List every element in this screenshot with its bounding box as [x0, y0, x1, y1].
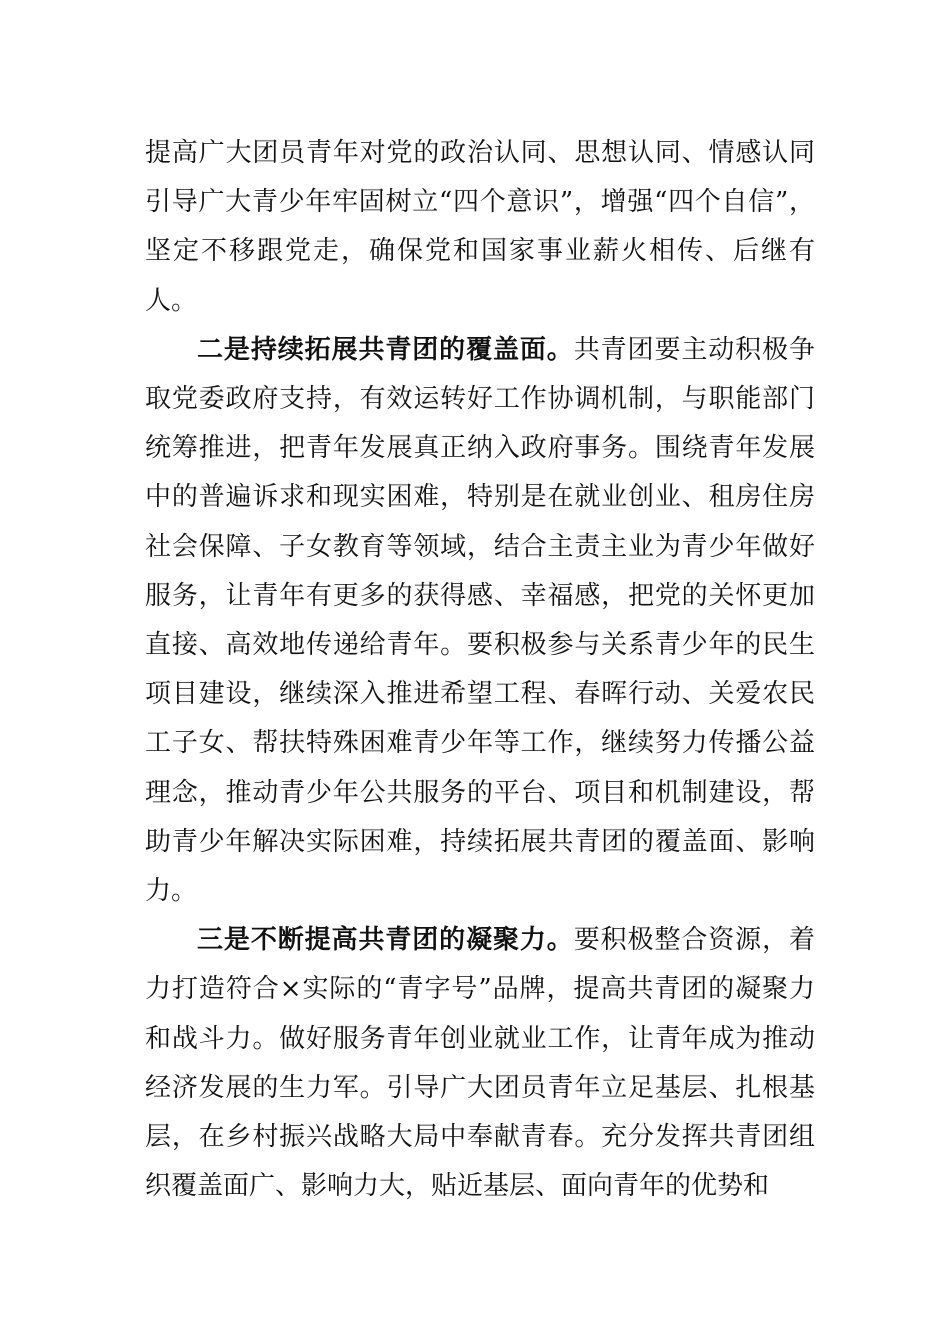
document-body	[145, 129, 815, 1211]
paragraph-cohesion	[145, 916, 815, 1211]
paragraph-coverage	[145, 326, 815, 916]
paragraph-lead-heading: 二是持续拓展共青团的覆盖面。	[197, 334, 574, 365]
paragraph-text: 要积极整合资源，着力打造符合×实际的“青字号”品牌，提高共青团的凝聚力和战斗力。做好服务青年创业就业工作，让青年成为推动经济发展的生力军。引导广大团员青年立足基层、扎根基层，在乡村振兴战略大局中奉献青春。充分发挥共青团组织覆盖面广、影响力大，贴近基层、面向青年的优势和	[145, 925, 815, 1202]
paragraph-text: 共青团要主动积极争取党委政府支持，有效运转好工作协调机制，与职能部门统筹推进，把青年发展真正纳入政府事务。围绕青年发展中的普遍诉求和现实困难，特别是在就业创业、租房住房社会保障、子女教育等领域，结合主责主业为青少年做好服务，让青年有更多的获得感、幸福感，把党的关怀更加直接、高效地传递给青年。要积极参与关系青少年的民生项目建设，继续深入推进希望工程、春晖行动、关爱农民工子女、帮扶特殊困难青少年等工作，继续努力传播公益理念，推动青少年公共服务的平台、项目和机制建设，帮助青少年解决实际困难，持续拓展共青团的覆盖面、影响力。	[145, 334, 815, 907]
paragraph-continuation	[145, 129, 815, 326]
paragraph-text: 提高广大团员青年对党的政治认同、思想认同、情感认同引导广大青少年牢固树立“四个意识”，增强“四个自信”，坚定不移跟党走，确保党和国家事业薪火相传、后继有人。	[145, 138, 815, 316]
paragraph-lead-heading: 三是不断提高共青团的凝聚力。	[197, 925, 574, 956]
